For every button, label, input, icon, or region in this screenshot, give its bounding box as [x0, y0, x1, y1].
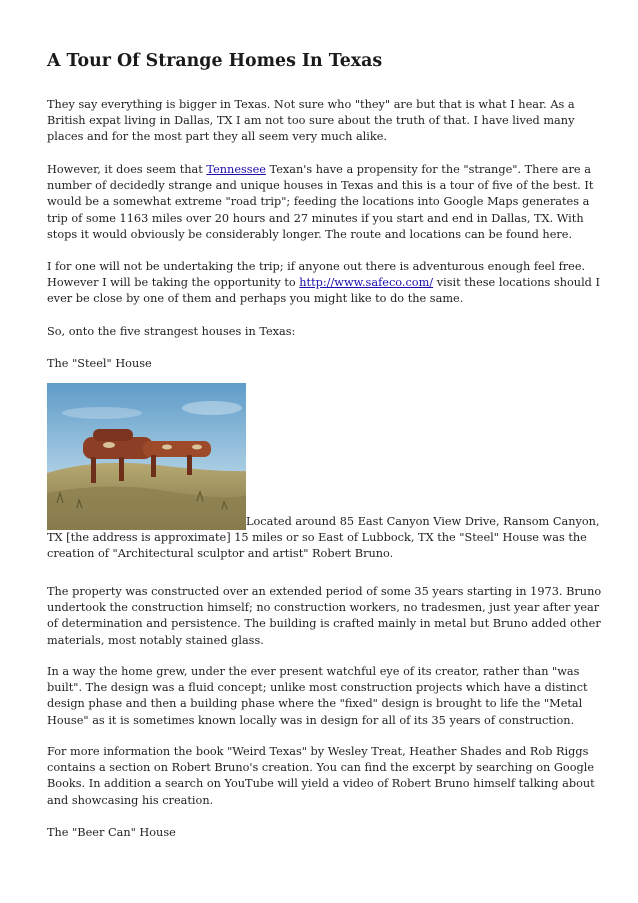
intro-3-text-before: I for one will not be undertaking the trip; if anyone out there is adventurous enough feel free. However I will be taking the opportunity to — [47, 260, 586, 290]
steel-house-photo — [47, 383, 246, 530]
intro-paragraph-3 — [47, 259, 603, 308]
steel-house-paragraph-3: In a way the home grew, under the ever present watchful eye of its creator, rather than "was built". The design was a fluid concept; unlike most construction projects which have a distinct design phase and then a building phase where the "fixed" design is brought to life the "Metal House" as it is sometimes known locally was in design for all of its 35 years of construction. — [47, 665, 588, 727]
page-title: A Tour Of Strange Homes In Texas — [47, 51, 383, 71]
tennessee-link[interactable]: Tennessee — [206, 163, 266, 176]
intro-2-text-before: However, it does seem that — [47, 163, 207, 176]
intro-paragraph-1: They say everything is bigger in Texas. Not sure who "they" are but that is what I hear. As a British expat living in Dallas, TX I am not too sure about the truth of that. I have lived many places and for the most part they all seem very much alike. — [47, 98, 575, 144]
steel-house-paragraph-2: The property was constructed over an extended period of some 35 years starting in 1973. Bruno undertook the construction himself; no construction workers, no tradesmen, just year after year of determination and persistence. The building is crafted mainly in metal but Bruno added other materials, most notably stained glass. — [47, 585, 602, 647]
safeco-link[interactable]: http://www.safeco.com/ — [299, 276, 434, 290]
intro-paragraph-2 — [47, 162, 603, 243]
intro-2-text-after: Texan's have a propensity for the "strange". There are a number of decidedly strange and unique houses in Texas and this is a tour of five of the best. It would be a somewhat extreme "road trip"; feeding the locations into Google Maps generates a trip of some 1163 miles over 20 hours and 27 minutes if you start and end in Dallas, TX. With stops it would obviously be considerably longer. The route and locations can be found here. — [47, 163, 594, 241]
intro-paragraph-4: So, onto the five strangest houses in Texas: — [47, 325, 296, 338]
intro-3-text-after: visit these locations should I ever be close by one of them and perhaps you might like to do the same. — [47, 276, 600, 306]
steel-house-caption-paragraph — [47, 383, 603, 562]
beer-can-house-heading: The "Beer Can" House — [47, 826, 176, 839]
steel-house-heading: The "Steel" House — [47, 357, 152, 370]
steel-house-caption: Located around 85 East Canyon View Drive, Ransom Canyon, TX [the address is approximate] 15 miles or so East of Lubbock, TX the "Steel" House was the creation of "Architectural sculptor and artist" Robert Bruno. — [47, 514, 600, 561]
steel-house-paragraph-4: For more information the book "Weird Texas" by Wesley Treat, Heather Shades and Rob Riggs contains a section on Robert Bruno's creation. You can find the excerpt by searching on Google Books. In addition a search on YouTube will yield a video of Robert Bruno himself talking about and showcasing his creation. — [47, 745, 595, 807]
